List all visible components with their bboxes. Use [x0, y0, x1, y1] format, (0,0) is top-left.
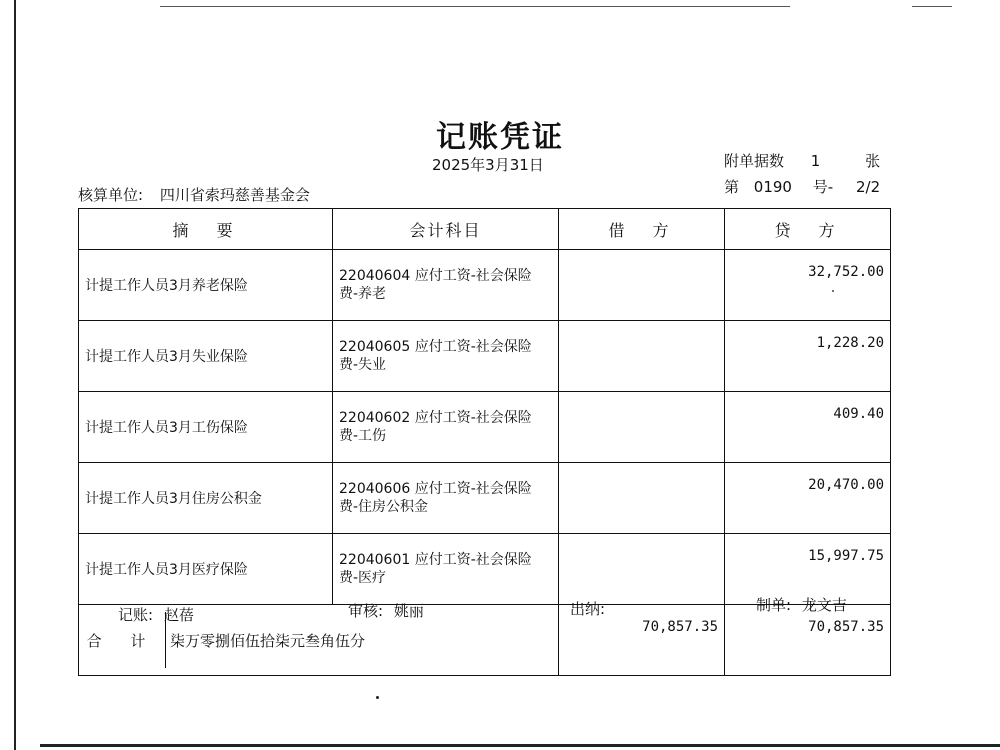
account-line2: 费-工伤 — [339, 428, 387, 444]
row-debit — [559, 463, 725, 534]
header-account: 会计科目 — [333, 209, 559, 250]
bookkeeper-name: 赵蓓 — [163, 606, 194, 624]
total-credit: 70,857.35 — [725, 605, 891, 676]
total-row — [79, 605, 891, 676]
row-summary: 计提工作人员3月工伤保险 — [79, 392, 333, 463]
cashier — [570, 598, 611, 619]
preparer-name: 龙文吉 — [801, 596, 847, 614]
row-account — [333, 321, 559, 392]
scan-top-right-mark — [912, 6, 952, 7]
scan-bottom-edge — [40, 744, 1000, 747]
bookkeeper — [118, 604, 194, 625]
voucher-title: 记账凭证 — [436, 120, 564, 155]
unit-label: 核算单位: — [78, 186, 144, 204]
account-line1: 22040604 应付工资-社会保险 — [339, 268, 532, 284]
bookkeeper-label: 记账: — [118, 606, 154, 624]
account-line2: 费-养老 — [339, 286, 387, 302]
table-row — [79, 250, 891, 321]
row-account — [333, 534, 559, 605]
row-debit — [559, 250, 725, 321]
scan-top-edge — [160, 6, 790, 7]
attachment-info — [724, 150, 880, 171]
header-debit: 借 方 — [559, 209, 725, 250]
unit-name: 四川省索玛慈善基金会 — [159, 186, 310, 204]
row-debit — [559, 534, 725, 605]
row-credit: 409.40 — [725, 392, 891, 463]
row-debit — [559, 321, 725, 392]
preparer-label: 制单: — [756, 596, 792, 614]
row-credit: 1,228.20 — [725, 321, 891, 392]
row-credit: 15,997.75 — [725, 534, 891, 605]
cashier-label: 出纳: — [570, 600, 606, 618]
number-suffix: 号- — [812, 178, 834, 196]
number-value: 0190 — [753, 178, 792, 196]
row-summary: 计提工作人员3月养老保险 — [79, 250, 333, 321]
scan-speck — [376, 696, 379, 699]
attachment-label: 附单据数 — [724, 152, 785, 170]
row-summary: 计提工作人员3月医疗保险 — [79, 534, 333, 605]
scan-speck — [832, 290, 834, 292]
row-credit: 32,752.00 — [725, 250, 891, 321]
total-label: 合 计 — [79, 612, 166, 668]
reviewer — [348, 600, 424, 621]
reviewer-label: 审核: — [348, 602, 384, 620]
account-line1: 22040602 应付工资-社会保险 — [339, 410, 532, 426]
account-line2: 费-住房公积金 — [339, 499, 429, 515]
page-indicator: 2/2 — [855, 178, 881, 196]
reviewer-name: 姚丽 — [393, 602, 424, 620]
account-line1: 22040606 应付工资-社会保险 — [339, 481, 532, 497]
number-prefix: 第 — [724, 178, 740, 196]
table-row — [79, 392, 891, 463]
total-amount-in-words: 柒万零捌佰伍拾柒元叁角伍分 — [170, 631, 366, 650]
preparer — [756, 594, 847, 615]
account-line1: 22040605 应付工资-社会保险 — [339, 339, 532, 355]
row-credit: 20,470.00 — [725, 463, 891, 534]
voucher-number — [724, 176, 880, 197]
account-line2: 费-失业 — [339, 357, 387, 373]
attachment-unit: 张 — [865, 152, 881, 170]
header-credit: 贷 方 — [725, 209, 891, 250]
account-line2: 费-医疗 — [339, 570, 387, 586]
row-account — [333, 463, 559, 534]
accounting-unit — [78, 184, 310, 205]
row-summary: 计提工作人员3月住房公积金 — [79, 463, 333, 534]
header-summary: 摘 要 — [79, 209, 333, 250]
voucher-date: 2025年3月31日 — [432, 156, 544, 174]
row-summary: 计提工作人员3月失业保险 — [79, 321, 333, 392]
attachment-count: 1 — [810, 152, 821, 170]
table-row — [79, 321, 891, 392]
account-line1: 22040601 应付工资-社会保险 — [339, 552, 532, 568]
total-debit: 70,857.35 — [559, 605, 725, 676]
row-account — [333, 392, 559, 463]
table-header-row — [79, 209, 891, 250]
row-account — [333, 250, 559, 321]
row-debit — [559, 392, 725, 463]
table-row — [79, 463, 891, 534]
